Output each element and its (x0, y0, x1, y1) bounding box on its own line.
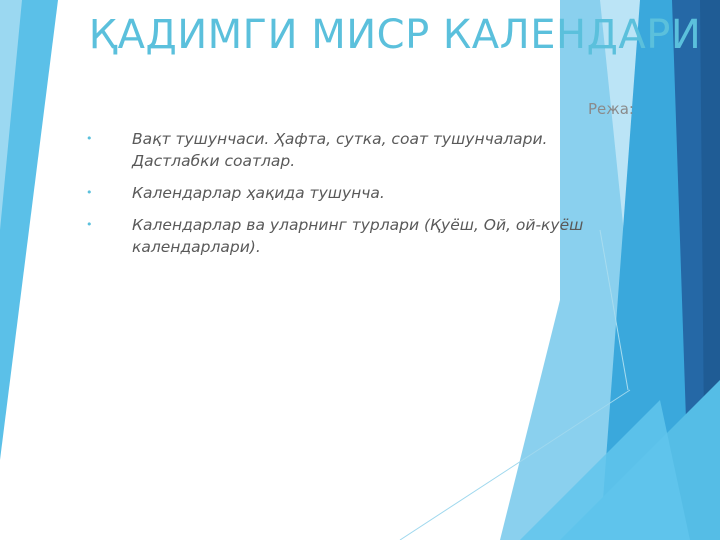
bullet-text: Календарлар ва уларнинг турлари (Қуёш, Ой, ой-куёш календарлари). (132, 216, 584, 256)
bullet-icon: • (86, 132, 93, 145)
bullet-item (86, 214, 606, 258)
bullet-list (86, 128, 606, 268)
bullet-text: Вақт тушунчаси. Ҳафта, сутка, соат тушунчалари. Дастлабки соатлар. (132, 130, 548, 170)
bullet-icon: • (86, 186, 93, 199)
bullet-icon: • (86, 218, 93, 231)
slide-subtitle: Режа: (587, 100, 634, 118)
bullet-text: Календарлар ҳақида тушунча. (132, 184, 385, 202)
bullet-item (86, 182, 606, 204)
slide-title: ҚАДИМГИ МИСР КАЛЕНДАРИ (88, 12, 702, 58)
bullet-item (86, 128, 606, 172)
